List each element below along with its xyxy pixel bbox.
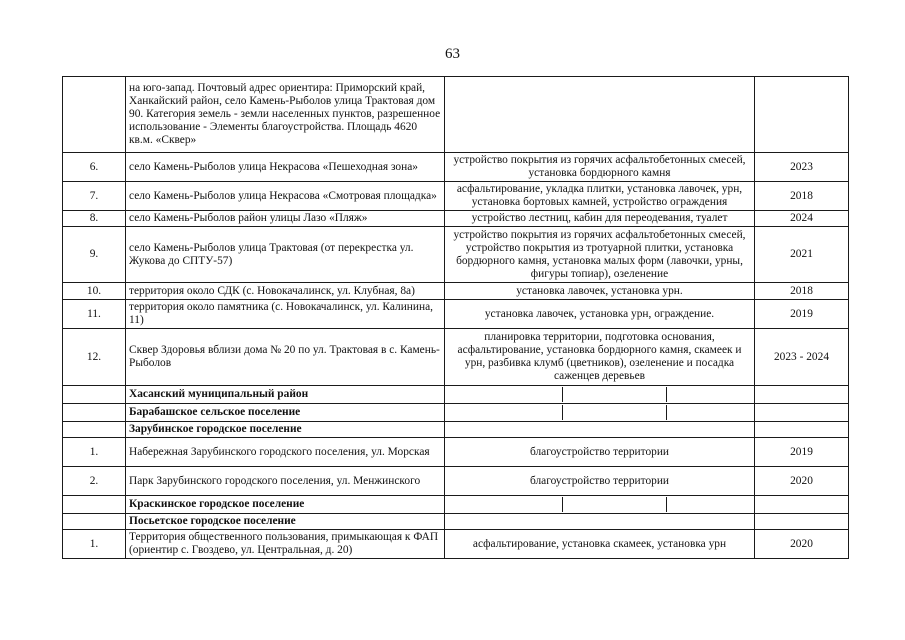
- sub-cell: [448, 497, 563, 512]
- year-cell: [755, 514, 849, 530]
- year-cell: 2024: [755, 211, 849, 227]
- year-cell: 2019: [755, 300, 849, 329]
- works-cell: установка лавочек, установка урн, ограждение.: [445, 300, 755, 329]
- works-cell: устройство лестниц, кабин для переодевания, туалет: [445, 211, 755, 227]
- place-cell: село Камень-Рыболов улица Трактовая (от перекрестка ул. Жукова до СПТУ-57): [126, 227, 445, 283]
- place-cell: Сквер Здоровья вблизи дома № 20 по ул. Трактовая в с. Камень-Рыболов: [126, 329, 445, 386]
- number-cell: 1.: [63, 530, 126, 559]
- number-cell: [63, 386, 126, 404]
- works-cell: [445, 514, 755, 530]
- table-row: [63, 438, 849, 467]
- year-cell: [755, 404, 849, 422]
- number-cell: [63, 422, 126, 438]
- works-cell: [445, 496, 755, 514]
- section-row: [63, 514, 849, 530]
- works-cell: [445, 422, 755, 438]
- sub-cell: [563, 497, 666, 512]
- table-row: [63, 153, 849, 182]
- number-cell: [63, 496, 126, 514]
- year-cell: 2023 - 2024: [755, 329, 849, 386]
- year-cell: [755, 386, 849, 404]
- place-cell: Парк Зарубинского городского поселения, ул. Менжинского: [126, 467, 445, 496]
- place-cell: село Камень-Рыболов улица Некрасова «Пешеходная зона»: [126, 153, 445, 182]
- section-title: Краскинское городское поселение: [126, 496, 445, 514]
- works-cell: планировка территории, подготовка основания, асфальтирование, установка бордюрного камня, скамеек и урн, разбивка клумб (цветников), озеленение и посадка саженцев деревьев: [445, 329, 755, 386]
- section-title: Посьетское городское поселение: [126, 514, 445, 530]
- table-row: [63, 227, 849, 283]
- sub-cell: [666, 405, 751, 420]
- sub-cell: [666, 497, 751, 512]
- works-cell: устройство покрытия из горячих асфальтобетонных смесей, устройство покрытия из тротуарной плитки, установка бордюрного камня, установка малых форм (лавочки, урны, фигуры топиар), озеленение: [445, 227, 755, 283]
- year-cell: 2018: [755, 283, 849, 300]
- place-cell: территория около СДК (с. Новокачалинск, ул. Клубная, 8а): [126, 283, 445, 300]
- number-cell: 8.: [63, 211, 126, 227]
- table-row: [63, 77, 849, 153]
- table-row: [63, 283, 849, 300]
- place-cell: Территория общественного пользования, примыкающая к ФАП (ориентир с. Гвоздево, ул. Центральная, д. 20): [126, 530, 445, 559]
- works-cell: [445, 386, 755, 404]
- year-cell: 2023: [755, 153, 849, 182]
- number-cell: 11.: [63, 300, 126, 329]
- works-cell: благоустройство территории: [445, 438, 755, 467]
- number-cell: 7.: [63, 182, 126, 211]
- table-row: [63, 300, 849, 329]
- table-row: [63, 530, 849, 559]
- place-cell: село Камень-Рыболов улица Некрасова «Смотровая площадка»: [126, 182, 445, 211]
- number-cell: 9.: [63, 227, 126, 283]
- works-table: [62, 76, 849, 559]
- works-cell: устройство покрытия из горячих асфальтобетонных смесей, установка бордюрного камня: [445, 153, 755, 182]
- year-cell: [755, 77, 849, 153]
- year-cell: [755, 422, 849, 438]
- works-cell: [445, 77, 755, 153]
- number-cell: [63, 514, 126, 530]
- works-cell: [445, 404, 755, 422]
- sub-cell: [563, 387, 666, 402]
- table-body: [63, 77, 849, 559]
- works-cell: благоустройство территории: [445, 467, 755, 496]
- year-cell: 2020: [755, 530, 849, 559]
- place-cell: село Камень-Рыболов район улицы Лазо «Пляж»: [126, 211, 445, 227]
- section-title: Зарубинское городское поселение: [126, 422, 445, 438]
- number-cell: 2.: [63, 467, 126, 496]
- sub-columns: [448, 405, 751, 420]
- table-row: [63, 329, 849, 386]
- number-cell: 10.: [63, 283, 126, 300]
- year-cell: [755, 496, 849, 514]
- number-cell: [63, 77, 126, 153]
- year-cell: 2018: [755, 182, 849, 211]
- sub-cell: [448, 405, 563, 420]
- page-number: 63: [445, 46, 460, 62]
- table-row: [63, 467, 849, 496]
- section-row: [63, 386, 849, 404]
- number-cell: 12.: [63, 329, 126, 386]
- works-cell: установка лавочек, установка урн.: [445, 283, 755, 300]
- number-cell: 6.: [63, 153, 126, 182]
- section-row: [63, 404, 849, 422]
- works-cell: асфальтирование, укладка плитки, установка лавочек, урн, установка бортовых камней, устройство ограждения: [445, 182, 755, 211]
- sub-columns: [448, 387, 751, 402]
- section-title: Барабашское сельское поселение: [126, 404, 445, 422]
- number-cell: [63, 404, 126, 422]
- section-row: [63, 422, 849, 438]
- section-row: [63, 496, 849, 514]
- year-cell: 2019: [755, 438, 849, 467]
- section-title: Хасанский муниципальный район: [126, 386, 445, 404]
- works-cell: асфальтирование, установка скамеек, установка урн: [445, 530, 755, 559]
- place-cell: Набережная Зарубинского городского поселения, ул. Морская: [126, 438, 445, 467]
- sub-cell: [666, 387, 751, 402]
- number-cell: 1.: [63, 438, 126, 467]
- sub-cell: [563, 405, 666, 420]
- table-row: [63, 211, 849, 227]
- place-cell: территория около памятника (с. Новокачалинск, ул. Калинина, 11): [126, 300, 445, 329]
- table-row: [63, 182, 849, 211]
- year-cell: 2021: [755, 227, 849, 283]
- year-cell: 2020: [755, 467, 849, 496]
- sub-cell: [448, 387, 563, 402]
- sub-columns: [448, 497, 751, 512]
- place-cell: на юго-запад. Почтовый адрес ориентира: Приморский край, Ханкайский район, село Камень-Рыболов улица Трактовая дом 90. Категория земель - земли населенных пунктов, разрешенное использование - Элементы благоустройства. Площадь 4620 кв.м. «Сквер»: [126, 77, 445, 153]
